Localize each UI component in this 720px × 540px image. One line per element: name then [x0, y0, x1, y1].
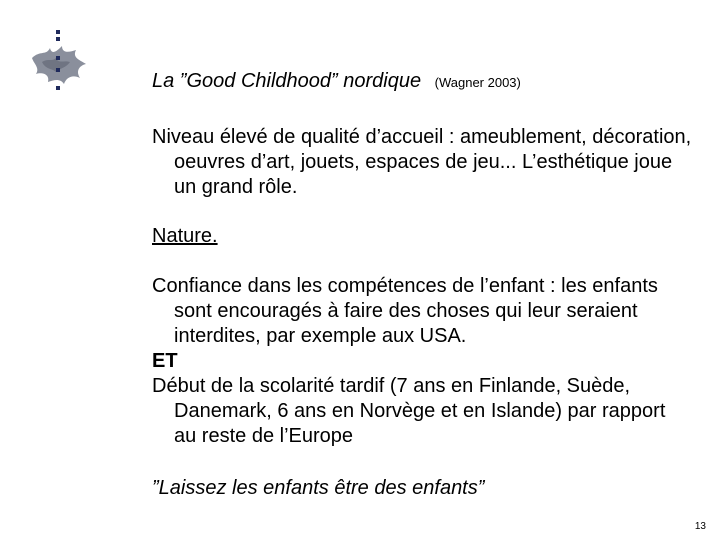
- paragraph-aesthetics: Niveau élevé de qualité d’accueil : ameublement, décoration, oeuvres d’art, jouets, espaces de jeu... L’esthétique joue un grand rôle.: [152, 126, 692, 198]
- paragraph-nature: Nature.: [152, 225, 218, 247]
- slide-title: [152, 70, 521, 93]
- page-number: 13: [694, 521, 706, 532]
- university-logo-icon: [22, 28, 92, 98]
- paragraph-school-start: Début de la scolarité tardif (7 ans en Finlande, Suède, Danemark, 6 ans en Norvège et en Islande) par rapport au reste de l’Europe: [152, 375, 666, 447]
- title-citation: (Wagner 2003): [434, 75, 521, 90]
- slide-body: [152, 125, 692, 501]
- closing-quote: ”Laissez les enfants être des enfants”: [152, 477, 485, 499]
- conjunction-et: ET: [152, 350, 178, 372]
- paragraph-confidence: Confiance dans les compétences de l’enfant : les enfants sont encouragés à faire des choses qui leur seraient interdites, par exemple aux USA.: [152, 275, 658, 347]
- title-text: La ”Good Childhood” nordique: [152, 70, 422, 92]
